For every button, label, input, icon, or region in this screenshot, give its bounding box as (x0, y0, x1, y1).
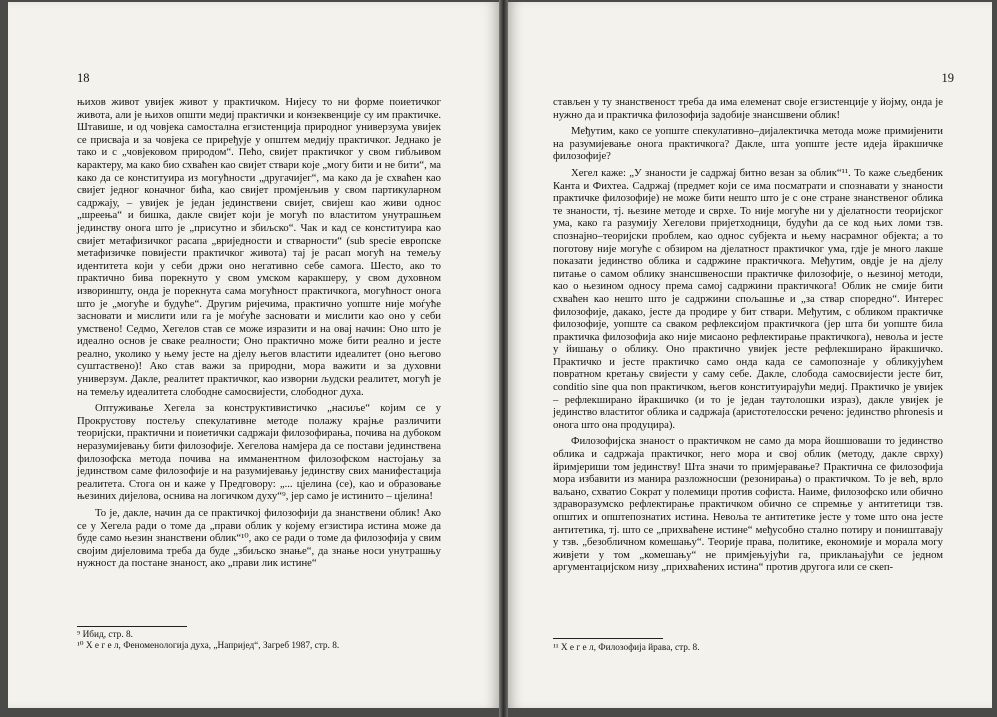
page-number-left: 18 (77, 71, 90, 85)
footnote: ⁹ Ибид, стр. 8. (77, 630, 133, 640)
footnote: ¹¹ Х е г е л, Филозофија йрава, стр. 8. (553, 643, 700, 653)
paragraph: Филозофијска знаност о практичком не само да мора йошшоваши то јединство облика и садржаја практичког, него мора и свој облик (методу, дакле сврху) йримјериши том јединству! Шта значи то примјеравање? Практична се филозофија мора избавити из манира разложносши (резонирања) о практичком. То је већ, врло ваљано, схватио Сократ у полемици против софиста. Наиме, филозофско или обично здраворазумско рефлектирање практичком обично се спремње у антитетици тзв. општих и општепознатих истина. Невоља те антитетике јесте у томе што она јесте антитетика, тј. што се „прихваћене истине“ међусобно стално потиру и поништавају у тзв. „безобличном комешању“. Теорије права, политике, економије и морала могу живјети у том „комешању“ не примјењујући га, приклањајући се једном аргументацијском низу „прихваћених истина“ против другога или се скеп- (553, 435, 943, 574)
page-number-right: 19 (941, 71, 954, 85)
paragraph: стављен у ту знанственост треба да има елеменат своје егзистенције у йојму, онда је нужно да и практичка филозофија задобије знансшвени облик! (553, 96, 943, 121)
paragraph: Оптуживање Хегела за конструктивистичко „насиље“ којим се у Прокрустову постељу спекулативне методе полажу крајње различити теоријски, практични и поиетички садржаји филозофирања, почива на дубоком неразумијевању бити филозофије. Хегелова намјера да се постави јединствена филозофска метода почива на имманентном филозофском настојању за јединством саме филозофије и на разумијевању јединству свих манифестација реалитета. Стога он и каже у Предговору: „... цјелина (се), као и образовање њезиних дијелова, оснива на логичком духу“⁹, јер само је истинито – цјелина! (77, 402, 441, 503)
left-page-body (77, 96, 441, 570)
footnotes-left (77, 630, 441, 652)
footnote-divider (77, 626, 187, 627)
book-gutter (499, 0, 508, 717)
paragraph: То је, дакле, начин да се практичкој филозофији да знанствени облик! Ако се у Хегела ради о томе да „прави облик у којему егзистира истина може да буде само њезин знанствени облик“¹⁰, ако се ради о томе да филозофија у свим својим дијеловима треба да буде „збиљско знање“, да знање носи унутрашњу нужност да постане знаност, ако „прави лик истине“ (77, 507, 441, 570)
footnote: ¹⁰ Х е г е л, Феноменологија духа, „Напријед“, Загреб 1987, стр. 8. (77, 641, 340, 651)
left-page (8, 2, 499, 708)
right-page (508, 2, 992, 708)
paragraph: њихов живот увијек живот у практичком. Нијесу то ни форме поиетичког живота, али је њихов општи медиј практички и конзеквенције су им практичке. Штавише, и од човјека самостална егзистенција природног универзума увијек се присваја и за човјека се приређује у општем медију практичког. Једнако је тако и с „човјековом природом“. Пећо, свијет практичког у свом гибљивом карактеру, ма како био схваћен као свијет ствари које „могу бити и не бити“, ма како да се конституира из могућности „другачијег“, ма како да је схваћен као свијет једног коначног бића, као свијет промјенљив у свом партикуларном садржају, – увијек је један јединствени свијет, свијеш као живи однос „шреења“ и бишка, дакле свијет који је могућ по властитом унутрашњем јединству онога што је „присутно и збиљско“. Чак и кад се конституира као свијет метафизичког расапа „вриједности и стварности“ (sub specie европске метафизичке повијести практичког живота) тај је расап могућ на темељу идентитета који у себи држи оно негативно себе самога. Шесто, ако то практично бива порекнуто у свом умском каракшеру, у свом духовном извориншту, онда је порекнута сама могућност практичкога, могућност онога што је „могуће и будуће“. Другим ријечима, практично уопште није моѓуће засновати и мислити или га је моѓуће засновати и мислити као оно у себи умствено! Седмо, Хегелов став се може изразити и на овај начин: Оно што је идеално основ је сваке реалности; Оно практично може бити реално и јесте реално, уколико у њему јесте на дјелу његов властити идеалитет (оно његово суштаствено)! Ако став важи за природни, мора важити и за духовни универзум. Дакле, реалитет практичког, као изворни људски реалитет, могућ је на темељу идеалитета слободне самосвијести, слободног духа. (77, 96, 441, 398)
paragraph: Међутим, како се уопште спекулативно–дијалектичка метода може примијенити на разумијевање онога практичкога? Дакле, шта уопште јесте идеја йракшичке филозофије? (553, 125, 943, 163)
right-page-body (553, 96, 943, 574)
footnotes-right (553, 643, 943, 654)
paragraph: Хегел каже: „У знаности је садржај битно везан за облик“¹¹. То каже сљедбеник Канта и Фихтеа. Садржај (предмет који се има посматрати и спознавати у знаности практичке филозофије) не може бити нешто што је с оне стране знанственог облика те знаности, тј. њезине методе и сврхе. То није могуће ни у дјелатности теоријског ума, како га разумију Хегелови пријетходници, будући да се код њих ломи тзв. спознајно–теоријски проблем, као однос субјекта и њему насрамног објекта; а то поготову није могуће с обзиром на дјелатност практичког ума, гдје је много лакше показати јединство облика и садржине практичкога. Међутим, овдје је на дјелу питање о самом облику знансшвеносши практичке филозофије, о њезиној методи, као о њезином односу према самој садржини практичкога! Облик не смије бити схваћен као нешто што је садржини спољашње и „за ствар споредно“. Интерес филозофије, дакако, јесте да продире у бит ствари. Међутим, с обликом практичке филозофије, уопште са сваком рефлексијом практичкога (јер шта би уопште била практичка филозофија ако није мисаоно рефлектирање практичкога), невоља и јесте у йишању о облику. Оно практично увијек јесте рефлекширано йракшичко. Практичко и јесте практичко само онда када се самопознаје у обликујућем повратном кретању свијести у саму себе. Дакле, слобода самосвијести јесте бит, conditio sine qua non практичком, његов конституирајући медиј. Практичко је увијек – рефлекширано йракшичко (и то је један таутолошки израз), дакле увијек је јединство властитог облика и садржаја (аристотелосски речено: јединство phronesis и онога што она продуцира). (553, 166, 943, 431)
footnote-divider (553, 638, 663, 639)
